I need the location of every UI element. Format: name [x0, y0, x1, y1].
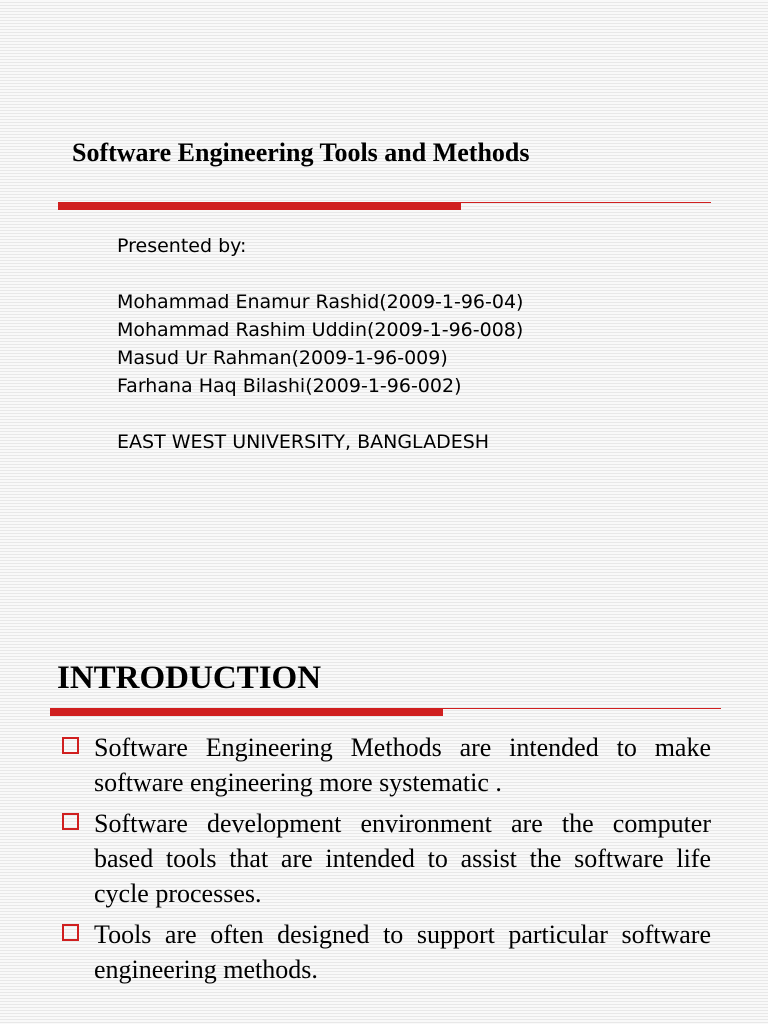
spacer	[117, 260, 523, 288]
university-name: EAST WEST UNIVERSITY, BANGLADESH	[117, 431, 490, 453]
hollow-square-bullet-icon	[62, 813, 79, 830]
bullet-item	[58, 806, 711, 911]
introduction-slide	[0, 600, 768, 1024]
bullet-text: Software Engineering Methods are intended to make software engineering more systematic .	[94, 733, 711, 797]
bullet-text: Tools are often designed to support particular software engineering methods.	[94, 920, 711, 984]
title-underline-thick	[50, 708, 443, 716]
presented-by-label: Presented by:	[117, 235, 247, 257]
presenter-block	[117, 232, 523, 456]
title-underline-thin	[461, 202, 711, 203]
bullet-text: Software development environment are the computer based tools that are intended to assist the software life cycle processes.	[94, 809, 711, 908]
presenter-name: Mohammad Rashim Uddin(2009-1-96-008)	[117, 319, 524, 341]
hollow-square-bullet-icon	[62, 924, 79, 941]
presenter-name: Mohammad Enamur Rashid(2009-1-96-04)	[117, 291, 524, 313]
bullet-item	[58, 917, 711, 987]
title-underline-thin	[443, 708, 721, 709]
bullet-list	[58, 730, 711, 993]
slide-title: INTRODUCTION	[57, 660, 322, 696]
bullet-item	[58, 730, 711, 800]
slide-title: Software Engineering Tools and Methods	[72, 138, 530, 167]
hollow-square-bullet-icon	[62, 737, 79, 754]
presenter-name: Masud Ur Rahman(2009-1-96-009)	[117, 347, 448, 369]
spacer	[117, 400, 523, 428]
title-underline-thick	[58, 202, 461, 210]
presenter-name: Farhana Haq Bilashi(2009-1-96-002)	[117, 375, 462, 397]
